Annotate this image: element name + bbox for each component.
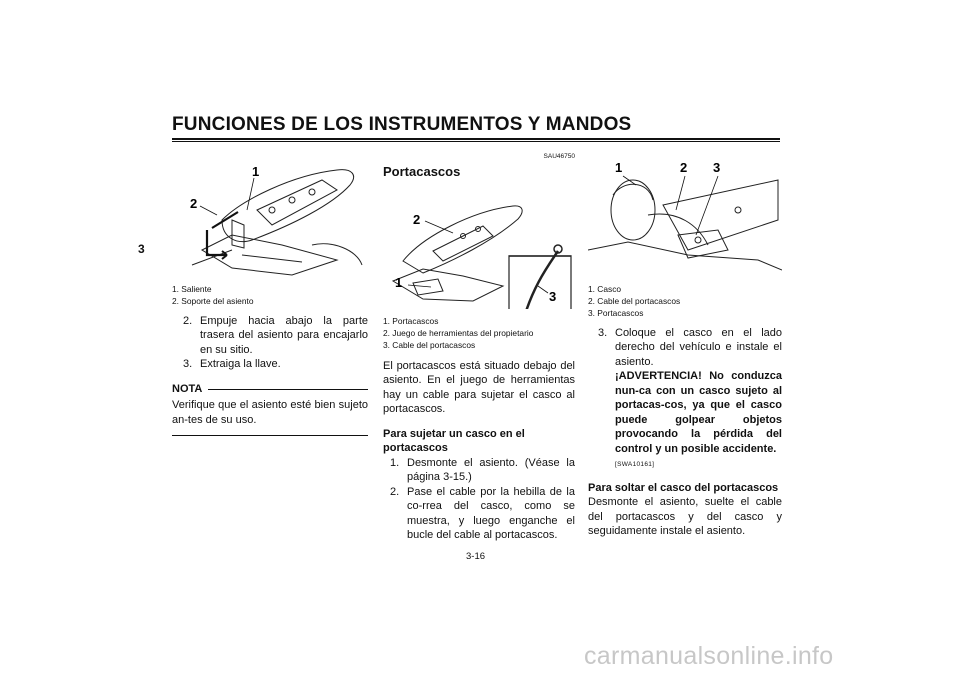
figure-label-1: 1 bbox=[615, 160, 623, 175]
step-item bbox=[183, 314, 368, 358]
figure-label-1: 1 bbox=[395, 275, 403, 290]
page-header-title: FUNCIONES DE LOS INSTRUMENTOS Y MANDOS bbox=[172, 114, 632, 135]
figure-label-3: 3 bbox=[549, 289, 557, 304]
column-1 bbox=[172, 150, 368, 436]
page-number: 3-16 bbox=[466, 551, 486, 562]
step-item bbox=[183, 357, 368, 372]
nota-text: Verifique que el asiento esté bien sujeto an-tes de su uso. bbox=[172, 399, 368, 426]
subheading: Para soltar el casco del portacascos bbox=[588, 481, 779, 494]
step-item bbox=[390, 485, 575, 543]
nota-title: NOTA bbox=[172, 382, 203, 395]
chapter-tab: 3 bbox=[138, 242, 145, 256]
helmet-holder-illustration bbox=[383, 181, 575, 309]
caption-2: 2. Cable del portacascos bbox=[588, 295, 681, 306]
step-number: 2. bbox=[390, 485, 400, 498]
nota-end-rule bbox=[172, 435, 368, 436]
release-paragraph: Desmonte el asiento, suelte el cable del portacascos y del casco y seguidamente instale el asiento. bbox=[588, 496, 782, 537]
seat-illustration bbox=[172, 150, 368, 280]
figure-label-3: 3 bbox=[713, 160, 721, 175]
helmet-attached-illustration bbox=[588, 150, 782, 280]
warning-code: [SWA10161] bbox=[615, 461, 655, 468]
section-title: Portacascos bbox=[383, 163, 461, 179]
step-text: Desmonte el asiento. (Véase la página 3-15.) bbox=[407, 456, 575, 483]
subheading: Para sujetar un casco en el portacascos bbox=[383, 427, 525, 454]
step-item bbox=[390, 456, 575, 485]
step-text: Extraiga la llave. bbox=[200, 358, 281, 370]
nota-heading bbox=[172, 382, 368, 397]
step-number: 3. bbox=[598, 326, 608, 339]
column-2 bbox=[383, 150, 575, 543]
step-text: Coloque el casco en el lado derecho del vehículo e instale el asiento. bbox=[615, 326, 782, 368]
caption-3: 3. Cable del portacascos bbox=[383, 339, 476, 350]
header-rule bbox=[172, 138, 780, 140]
nota-rule bbox=[208, 389, 368, 390]
watermark: carmanualsonline.info bbox=[584, 642, 834, 670]
caption-3: 3. Portacascos bbox=[588, 307, 644, 318]
column-3 bbox=[588, 150, 782, 539]
step-text: Pase el cable por la hebilla de la co-rrea del casco, como se muestra, y luego enganche el bucle del cable al portacascos. bbox=[407, 485, 575, 541]
caption-1: 1. Casco bbox=[588, 283, 622, 294]
caption-2: 2. Juego de herramientas del propietario bbox=[383, 327, 534, 338]
caption-1: 1. Portacascos bbox=[383, 315, 439, 326]
caption-2: 2. Soporte del asiento bbox=[172, 295, 254, 306]
step-number: 3. bbox=[183, 358, 193, 370]
warning-text: ¡ADVERTENCIA! No conduzca nun-ca con un casco sujeto al portacas-cos, ya que el casco puede golpear objetos provocando la pérdida del control y un posible accidente. bbox=[615, 370, 782, 455]
figure-label-2: 2 bbox=[190, 196, 198, 211]
step-text: Empuje hacia abajo la parte trasera del asiento para encajarlo en su sitio. bbox=[200, 314, 368, 356]
figure-label-1: 1 bbox=[252, 164, 260, 179]
intro-paragraph: El portacascos está situado debajo del asiento. En el juego de herramientas hay un cable para sujetar el casco al portacascos. bbox=[383, 359, 575, 415]
step-item bbox=[598, 326, 782, 473]
caption-1: 1. Saliente bbox=[172, 283, 212, 294]
figure-label-2: 2 bbox=[413, 212, 421, 227]
step-number: 1. bbox=[390, 456, 400, 469]
step-number: 2. bbox=[183, 314, 193, 327]
figure-label-2: 2 bbox=[680, 160, 688, 175]
header-rule-thin bbox=[172, 141, 780, 142]
section-code: SAU46750 bbox=[543, 153, 575, 160]
